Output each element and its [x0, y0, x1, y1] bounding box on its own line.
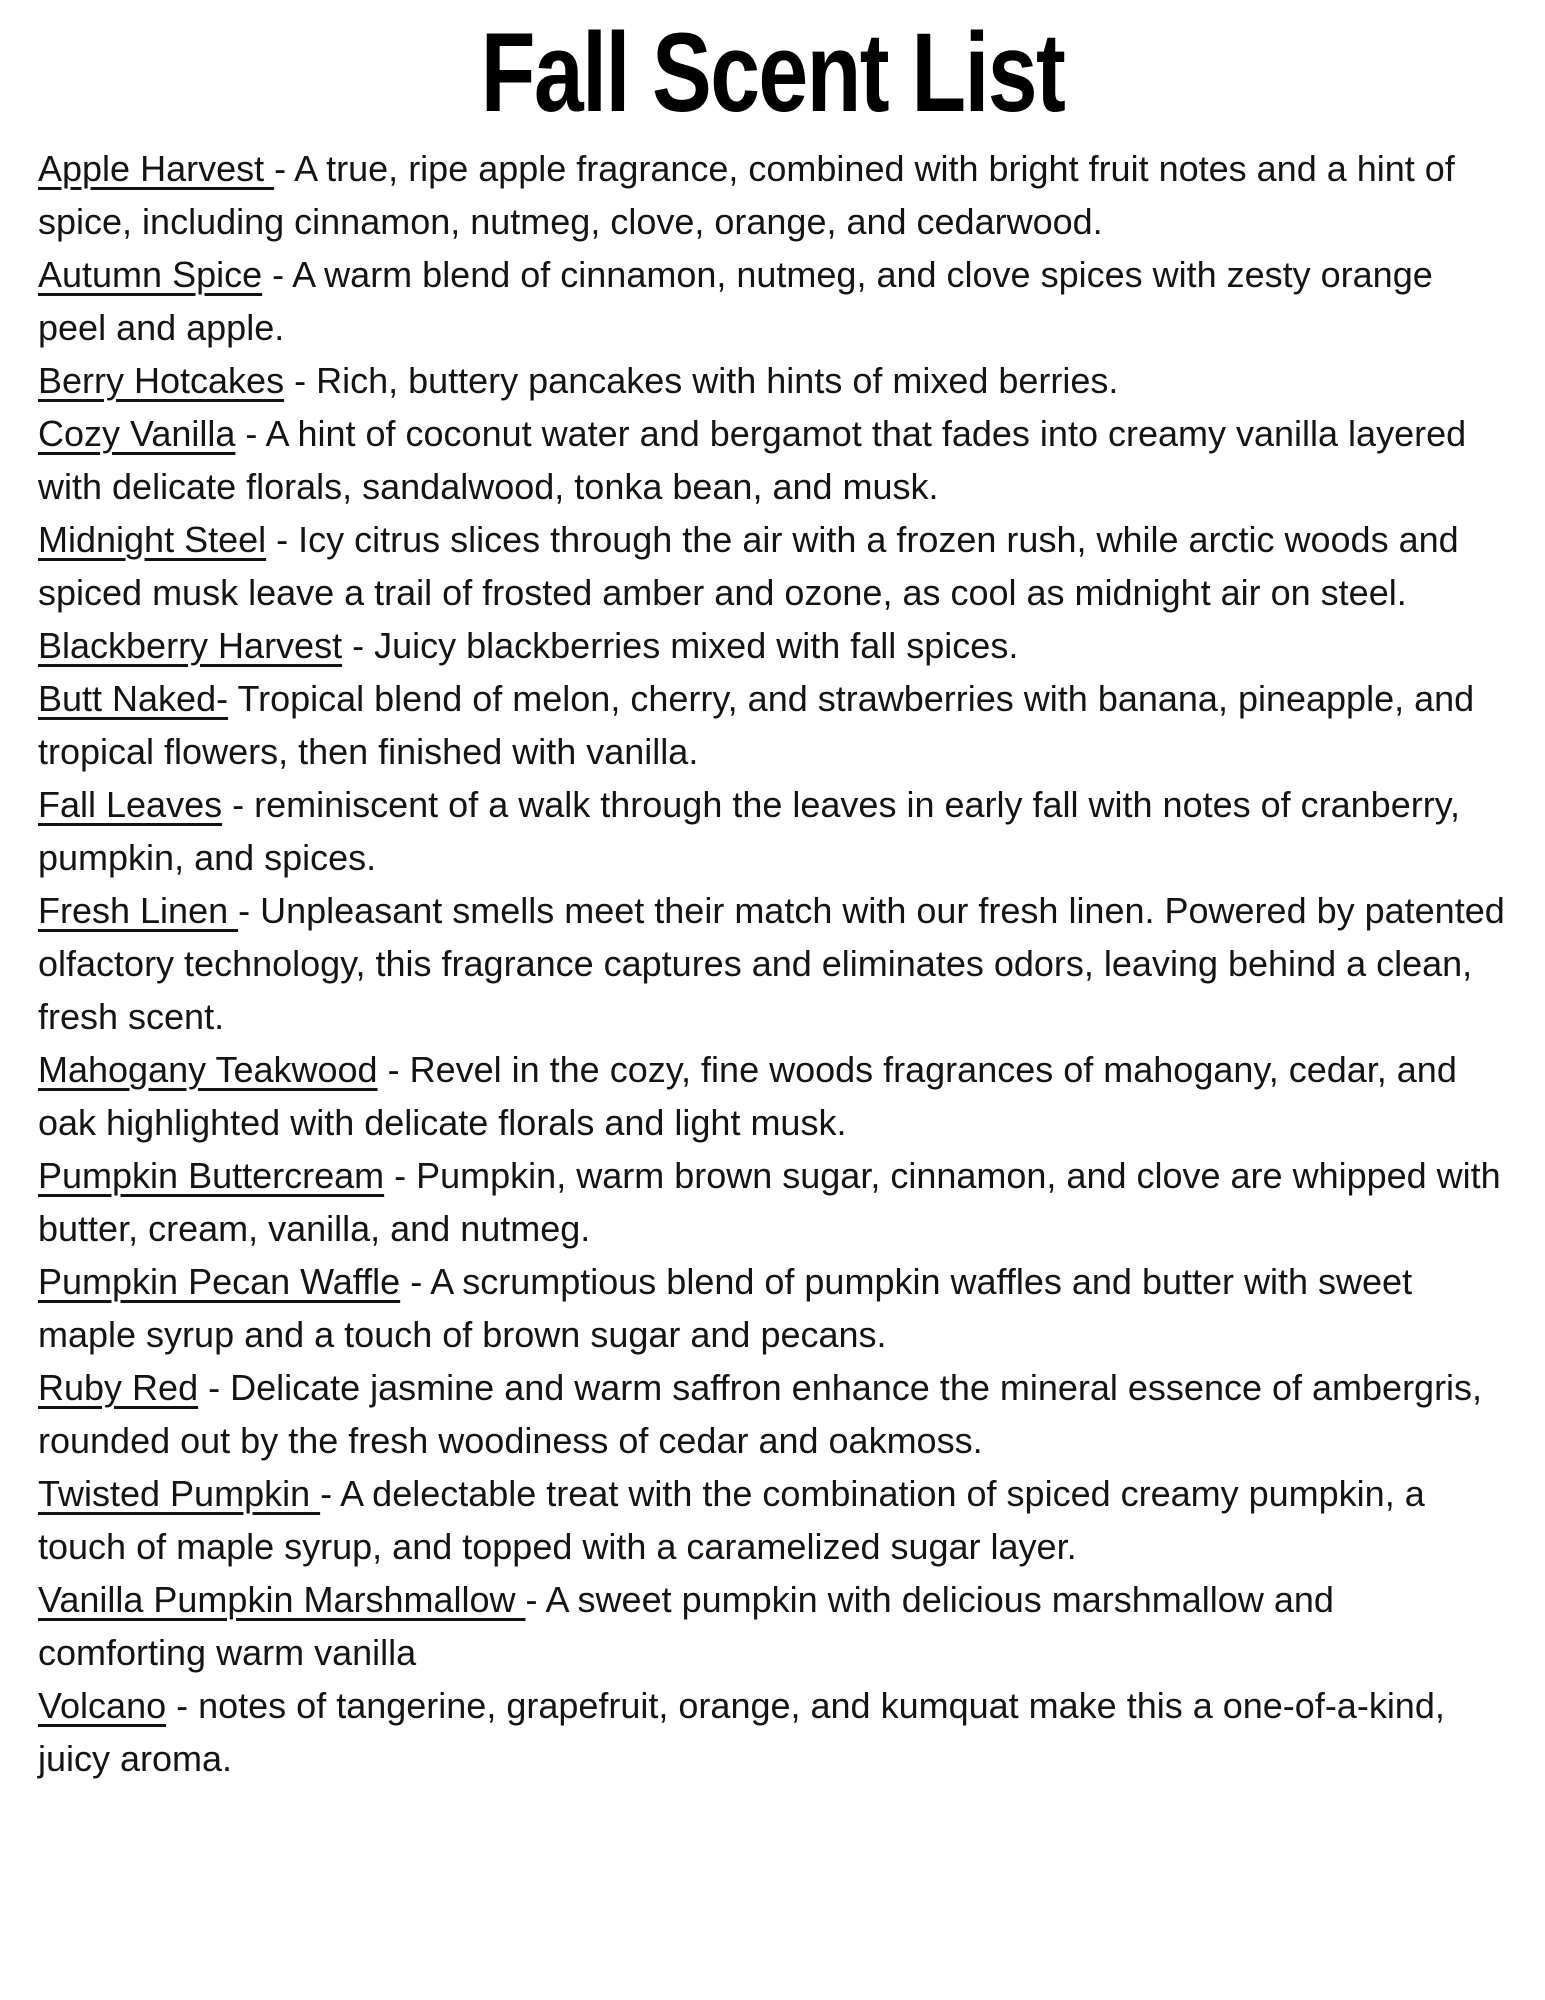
scent-entry	[38, 1043, 1509, 1149]
scent-description: A true, ripe apple fragrance, combined with bright fruit notes and a hint of spice, including cinnamon, nutmeg, clove, orange, and cedarwood.	[38, 147, 1465, 242]
scent-description: Icy citrus slices through the air with a frozen rush, while arctic woods and spiced musk leave a trail of frosted amber and ozone, as cool as midnight air on steel.	[38, 518, 1469, 613]
scent-description: Revel in the cozy, fine woods fragrances of mahogany, cedar, and oak highlighted with delicate florals and light musk.	[38, 1048, 1467, 1143]
scent-description: A scrumptious blend of pumpkin waffles and butter with sweet maple syrup and a touch of brown sugar and pecans.	[38, 1260, 1423, 1355]
scent-separator: -	[284, 359, 317, 401]
scent-entry	[38, 1467, 1509, 1573]
scent-name: Apple Harvest	[38, 147, 275, 189]
scent-name: Ruby Red	[38, 1366, 199, 1408]
scent-name: Mahogany Teakwood	[38, 1048, 378, 1090]
scent-entry	[38, 1573, 1509, 1679]
scent-separator: -	[266, 518, 299, 560]
scent-description: Pumpkin, warm brown sugar, cinnamon, and clove are whipped with butter, cream, vanilla, and nutmeg.	[38, 1154, 1511, 1249]
scent-entry	[38, 1679, 1509, 1785]
scent-name: Midnight Steel	[38, 518, 267, 560]
scent-entry	[38, 1361, 1509, 1467]
scent-name: Fresh Linen	[38, 889, 239, 931]
scent-list	[38, 142, 1515, 1785]
scent-separator: -	[525, 1578, 546, 1620]
scent-separator: -	[274, 147, 295, 189]
scent-name: Pumpkin Buttercream	[38, 1154, 385, 1196]
scent-name: Pumpkin Pecan Waffle	[38, 1260, 401, 1302]
scent-entry	[38, 1255, 1509, 1361]
scent-separator: -	[198, 1366, 231, 1408]
scent-entry	[38, 354, 1509, 407]
scent-separator: -	[222, 783, 255, 825]
scent-name: Berry Hotcakes	[38, 359, 285, 401]
scent-name: Butt Naked-	[38, 677, 229, 719]
scent-description: A hint of coconut water and bergamot that fades into creamy vanilla layered with delicate florals, sandalwood, tonka bean, and musk.	[38, 412, 1477, 507]
scent-separator: -	[384, 1154, 417, 1196]
scent-entry	[38, 884, 1515, 1043]
scent-separator: -	[320, 1472, 341, 1514]
scent-separator: -	[238, 889, 261, 931]
scent-description: Tropical blend of melon, cherry, and strawberries with banana, pineapple, and tropical flowers, then finished with vanilla.	[38, 677, 1485, 772]
scent-name: Blackberry Harvest	[38, 624, 343, 666]
scent-description: Delicate jasmine and warm saffron enhance the mineral essence of ambergris, rounded out by the fresh woodiness of cedar and oakmoss.	[38, 1366, 1493, 1461]
scent-separator: -	[262, 253, 293, 295]
scent-separator: -	[377, 1048, 410, 1090]
scent-entry	[38, 1149, 1509, 1255]
scent-description: reminiscent of a walk through the leaves in early fall with notes of cranberry, pumpkin, and spices.	[38, 783, 1471, 878]
scent-entry	[38, 248, 1509, 354]
scent-description: Juicy blackberries mixed with fall spices.	[374, 624, 1019, 666]
scent-entry	[38, 778, 1509, 884]
scent-description: Rich, buttery pancakes with hints of mixed berries.	[316, 359, 1119, 401]
scent-separator: -	[342, 624, 375, 666]
scent-entry	[38, 407, 1509, 513]
scent-name: Twisted Pumpkin	[38, 1472, 321, 1514]
scent-name: Cozy Vanilla	[38, 412, 236, 454]
scent-entry	[38, 619, 1509, 672]
scent-entry	[38, 672, 1509, 778]
scent-description: Unpleasant smells meet their match with our fresh linen. Powered by patented olfactory technology, this fragrance captures and eliminates odors, leaving behind a clean, fresh scent.	[38, 889, 1515, 1037]
scent-entry	[38, 142, 1509, 248]
scent-name: Fall Leaves	[38, 783, 223, 825]
scent-separator: -	[235, 412, 266, 454]
scent-description: A warm blend of cinnamon, nutmeg, and clove spices with zesty orange peel and apple.	[38, 253, 1443, 348]
scent-description: notes of tangerine, grapefruit, orange, and kumquat make this a one-of-a-kind, juicy aroma.	[38, 1684, 1455, 1779]
page-title: Fall Scent List	[480, 10, 1065, 135]
scent-description: A sweet pumpkin with delicious marshmallow and comforting warm vanilla	[38, 1578, 1344, 1673]
scent-name: Autumn Spice	[38, 253, 263, 295]
scent-entry	[38, 513, 1509, 619]
scent-name: Vanilla Pumpkin Marshmallow	[38, 1578, 526, 1620]
scent-separator: -	[400, 1260, 431, 1302]
scent-name: Volcano	[38, 1684, 167, 1726]
scent-separator: -	[166, 1684, 199, 1726]
scent-description: A delectable treat with the combination of spiced creamy pumpkin, a touch of maple syrup, and topped with a caramelized sugar layer.	[38, 1472, 1435, 1567]
